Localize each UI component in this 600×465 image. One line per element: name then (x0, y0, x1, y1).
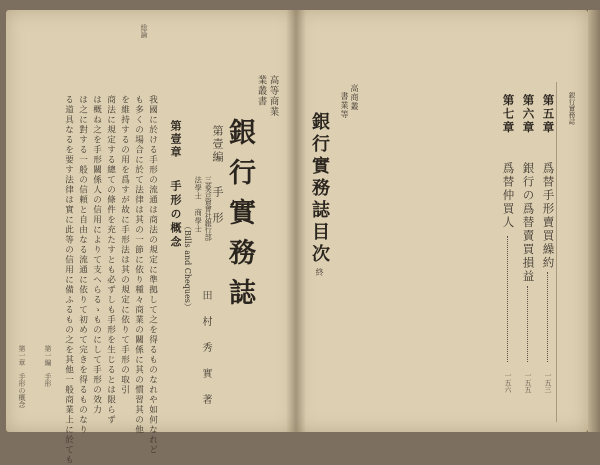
running-footer-chapter: 第一章 手形の概念 (18, 345, 26, 408)
part-heading: 第壹編 (211, 125, 224, 164)
author-affiliation-2: 法學士 商學士 (194, 176, 204, 234)
toc-page-5: 一五三 (544, 372, 552, 393)
body-line: を維持するの用を爲すが故に手形法は其の規定に依りて手形の取引 (119, 95, 130, 395)
author-name: 田 村 秀 實 著 (200, 290, 211, 407)
chapter-heading: 第壹章 (169, 120, 182, 159)
body-line: る道具なるを要す法律は實に此等の信用に備ふるもの之を其他一般商業上に於ても (63, 95, 74, 465)
toc-page-7: 一五六 (504, 372, 512, 393)
page-rule (556, 82, 557, 422)
series-label-1: 高等商業 (267, 75, 279, 117)
running-footer-part: 第一編 手形 (44, 345, 52, 387)
body-line: 商法に規定する總ての條件を充たすとも必ずしも手形を生じるとは限らず (105, 95, 116, 425)
right-header-mark: 銀行實務誌 (567, 92, 576, 125)
page-edges (588, 10, 600, 432)
part-title: 手 形 (211, 186, 224, 225)
toc-leader-dots (527, 286, 528, 362)
toc-chapter-7[interactable]: 第七章 (501, 94, 516, 135)
part-english-title: （Bills and Cheques） (183, 222, 192, 311)
body-line: 我國に於ける手形の流通は商法の規定に準拠して之を得るものなれや如何なれど (147, 95, 158, 455)
toc-title-5[interactable]: 爲替手形賣買繰約 (541, 162, 556, 270)
body-line: は之に對する一般の信頼と自由なる流通に依りて初めて完きを得るものなり (77, 95, 88, 435)
toc-end-mark: 終 (315, 268, 324, 276)
author-affiliation-1: 三菱合資會社銀行部 (204, 176, 214, 241)
toc-title-6[interactable]: 銀行の爲替賣買損益 (521, 162, 536, 284)
body-line: は概ね之を手形關係人の信用によりて支へらるゝものにして手形の效力 (91, 95, 102, 415)
toc-leader-dots (507, 236, 508, 362)
toc-chapter-6[interactable]: 第六章 (521, 94, 536, 135)
body-line: も多くの場合に於て法律は其の一節に依り種々商業の關係に其の慣習其の他 (133, 95, 144, 435)
toc-series-label-2: 書業等 (340, 92, 349, 119)
toc-chapter-5[interactable]: 第五章 (541, 94, 556, 135)
series-label-2: 業叢書 (255, 75, 267, 107)
book-title: 銀行實務誌 (224, 118, 255, 318)
book-gutter (286, 10, 306, 432)
toc-leader-dots (547, 272, 548, 362)
toc-title-7[interactable]: 爲替仲買人 (501, 162, 516, 230)
chapter-title: 手形の概念 (169, 180, 182, 250)
toc-page-6: 一五五 (524, 372, 532, 393)
left-header-mark: 総論 (140, 24, 148, 38)
toc-title: 銀行實務誌目次 (309, 112, 330, 266)
toc-series-label-1: 高商叢 (350, 84, 359, 111)
